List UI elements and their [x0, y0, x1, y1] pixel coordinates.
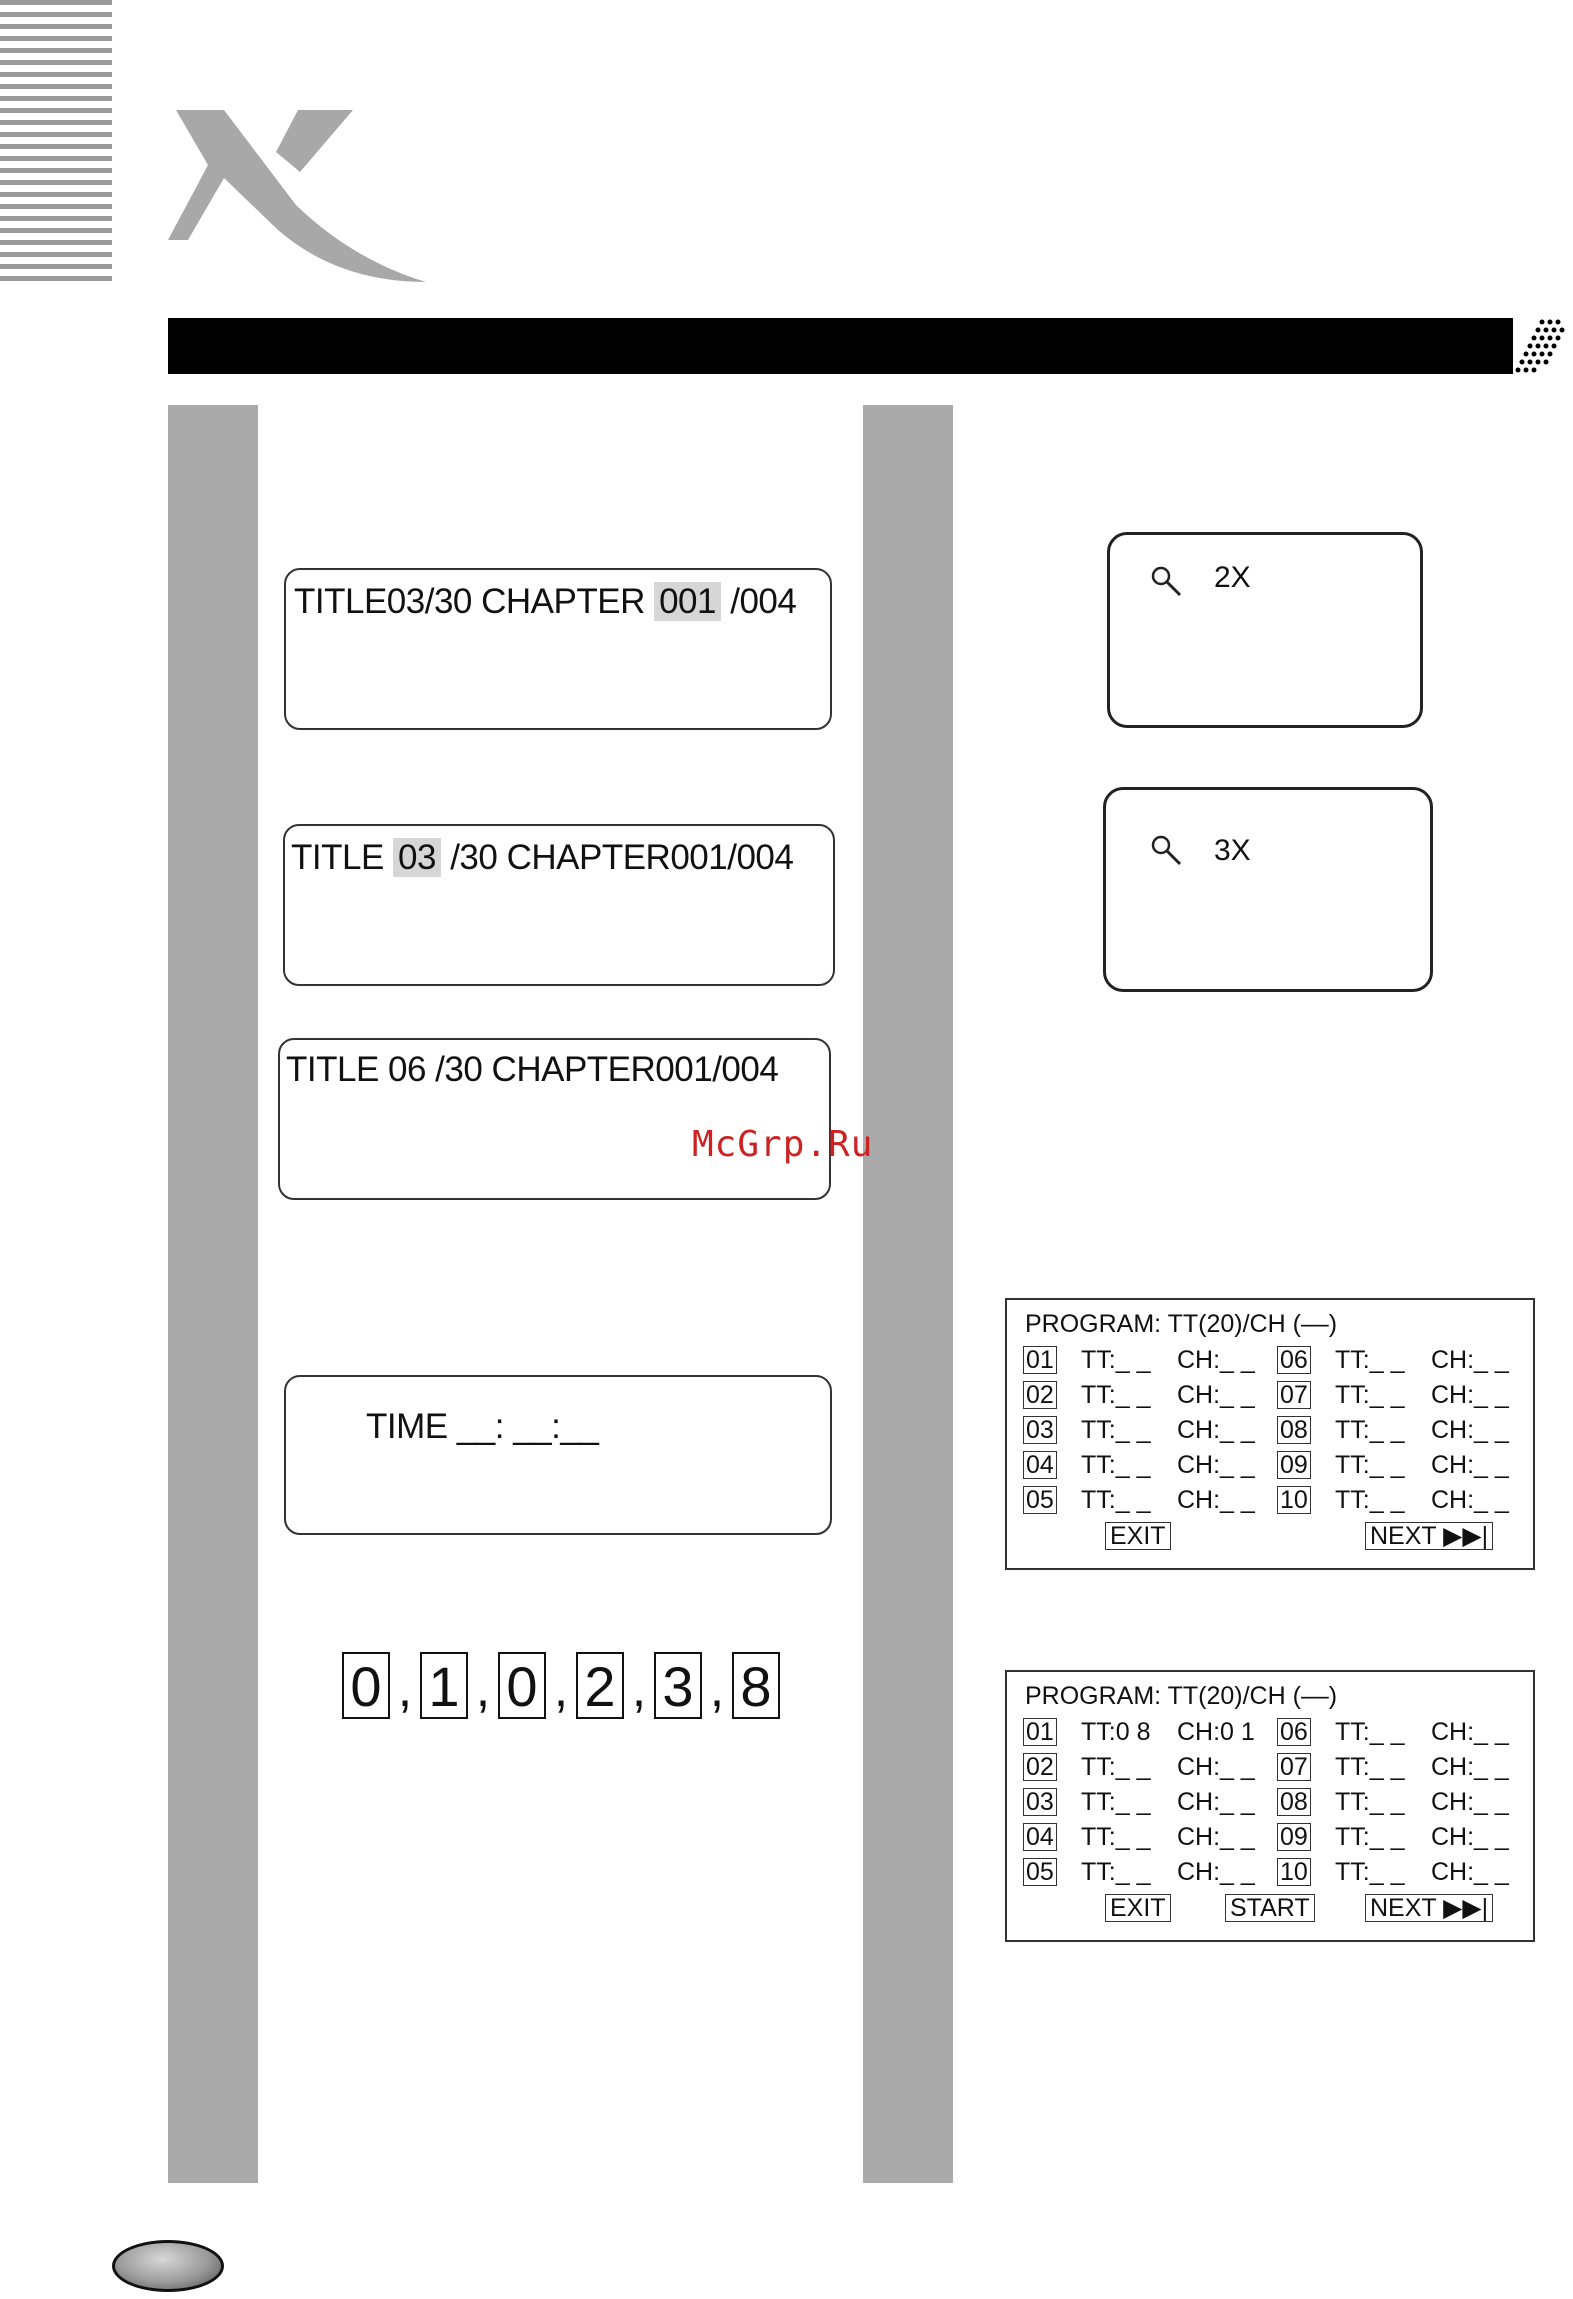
- osd-text: TITLE03/30 CHAPTER: [294, 582, 645, 621]
- page-number-pill-icon: [112, 2240, 224, 2292]
- slot-chapter: CH:_ _: [1431, 1486, 1509, 1514]
- slot-title: TT:_ _: [1335, 1788, 1405, 1816]
- osd-time-text: TIME __: __:__: [366, 1407, 599, 1446]
- slot-title: TT:_ _: [1081, 1753, 1151, 1781]
- zoom-label: 2X: [1214, 561, 1251, 594]
- slot-chapter: CH:_ _: [1431, 1823, 1509, 1851]
- title-result-osd: [278, 1038, 831, 1200]
- slot-number[interactable]: 07: [1277, 1381, 1311, 1409]
- slot-chapter: CH:_ _: [1431, 1788, 1509, 1816]
- slot-chapter: CH:_ _: [1177, 1753, 1255, 1781]
- slot-number[interactable]: 01: [1023, 1718, 1057, 1746]
- program-header: PROGRAM: TT(20)/CH (––): [1025, 1310, 1338, 1338]
- exit-button[interactable]: EXIT: [1105, 1522, 1171, 1550]
- osd-text: /30 CHAPTER001/004: [450, 838, 794, 877]
- slot-chapter: CH:0 1: [1177, 1718, 1255, 1746]
- slot-title: TT:_ _: [1335, 1718, 1405, 1746]
- next-button[interactable]: NEXT ▶▶|: [1365, 1522, 1493, 1550]
- watermark: McGrp.Ru: [692, 1124, 874, 1165]
- slot-number[interactable]: 03: [1023, 1416, 1057, 1444]
- side-stripes: [0, 0, 112, 288]
- slot-title: TT:_ _: [1335, 1416, 1405, 1444]
- slot-number[interactable]: 03: [1023, 1788, 1057, 1816]
- digit-box: 1: [420, 1652, 468, 1719]
- slot-title: TT:_ _: [1081, 1823, 1151, 1851]
- slot-title: TT:_ _: [1081, 1788, 1151, 1816]
- start-button[interactable]: START: [1225, 1894, 1315, 1922]
- x-logo-icon: [168, 110, 433, 285]
- slot-title: TT:_ _: [1335, 1451, 1405, 1479]
- program-header: PROGRAM: TT(20)/CH (––): [1025, 1682, 1338, 1710]
- slot-chapter: CH:_ _: [1177, 1858, 1255, 1886]
- magnifier-icon: [1150, 834, 1184, 868]
- slot-number[interactable]: 05: [1023, 1858, 1057, 1886]
- digit-box: 8: [732, 1652, 780, 1719]
- slot-chapter: CH:_ _: [1177, 1451, 1255, 1479]
- slot-title: TT:_ _: [1081, 1858, 1151, 1886]
- slot-number[interactable]: 04: [1023, 1451, 1057, 1479]
- osd-text: /004: [730, 582, 797, 621]
- slot-title: TT:_ _: [1081, 1346, 1151, 1374]
- slot-number[interactable]: 06: [1277, 1346, 1311, 1374]
- slot-title: TT:_ _: [1335, 1753, 1405, 1781]
- dot-pattern-icon: [1508, 318, 1568, 374]
- slot-title: TT:_ _: [1335, 1823, 1405, 1851]
- slot-number[interactable]: 04: [1023, 1823, 1057, 1851]
- slot-chapter: CH:_ _: [1431, 1753, 1509, 1781]
- magnifier-icon: [1150, 565, 1184, 599]
- osd-highlight-value: 001: [654, 582, 721, 621]
- osd-text: TITLE: [291, 838, 384, 877]
- digit-box: 0: [498, 1652, 546, 1719]
- next-button[interactable]: NEXT ▶▶|: [1365, 1894, 1493, 1922]
- title-search-osd: [283, 824, 835, 986]
- slot-chapter: CH:_ _: [1431, 1718, 1509, 1746]
- middle-gray-column: [863, 405, 953, 2183]
- slot-chapter: CH:_ _: [1177, 1486, 1255, 1514]
- osd-text: TITLE 06 /30 CHAPTER001/004: [286, 1050, 779, 1089]
- slot-chapter: CH:_ _: [1177, 1788, 1255, 1816]
- slot-number[interactable]: 08: [1277, 1788, 1311, 1816]
- slot-number[interactable]: 10: [1277, 1486, 1311, 1514]
- slot-chapter: CH:_ _: [1431, 1451, 1509, 1479]
- slot-chapter: CH:_ _: [1431, 1416, 1509, 1444]
- slot-title: TT:_ _: [1335, 1381, 1405, 1409]
- slot-number[interactable]: 07: [1277, 1753, 1311, 1781]
- slot-title: TT:0 8: [1081, 1718, 1151, 1746]
- digit-sequence: [342, 1652, 780, 1719]
- zoom-label: 3X: [1214, 834, 1251, 867]
- exit-button[interactable]: EXIT: [1105, 1894, 1171, 1922]
- slot-title: TT:_ _: [1335, 1346, 1405, 1374]
- slot-number[interactable]: 09: [1277, 1451, 1311, 1479]
- header-bar: [168, 318, 1513, 374]
- slot-title: TT:_ _: [1081, 1486, 1151, 1514]
- slot-chapter: CH:_ _: [1177, 1381, 1255, 1409]
- digit-comma: ,: [553, 1660, 569, 1718]
- slot-number[interactable]: 08: [1277, 1416, 1311, 1444]
- digit-comma: ,: [475, 1660, 491, 1718]
- digit-comma: ,: [709, 1660, 725, 1718]
- slot-number[interactable]: 06: [1277, 1718, 1311, 1746]
- slot-chapter: CH:_ _: [1177, 1416, 1255, 1444]
- slot-number[interactable]: 09: [1277, 1823, 1311, 1851]
- osd-highlight-value: 03: [393, 838, 441, 877]
- slot-chapter: CH:_ _: [1177, 1346, 1255, 1374]
- slot-number[interactable]: 05: [1023, 1486, 1057, 1514]
- left-gray-column: [168, 405, 258, 2183]
- digit-comma: ,: [397, 1660, 413, 1718]
- zoom-3x-screen: [1103, 787, 1433, 992]
- digit-box: 2: [576, 1652, 624, 1719]
- slot-chapter: CH:_ _: [1431, 1858, 1509, 1886]
- slot-title: TT:_ _: [1335, 1858, 1405, 1886]
- slot-number[interactable]: 10: [1277, 1858, 1311, 1886]
- slot-title: TT:_ _: [1081, 1381, 1151, 1409]
- time-search-osd: [284, 1375, 832, 1535]
- chapter-search-osd: [284, 568, 832, 730]
- program-screen-filled: [1005, 1670, 1535, 1942]
- slot-title: TT:_ _: [1335, 1486, 1405, 1514]
- program-screen-empty: [1005, 1298, 1535, 1570]
- zoom-2x-screen: [1107, 532, 1423, 728]
- slot-title: TT:_ _: [1081, 1451, 1151, 1479]
- slot-number[interactable]: 02: [1023, 1381, 1057, 1409]
- slot-number[interactable]: 01: [1023, 1346, 1057, 1374]
- digit-comma: ,: [631, 1660, 647, 1718]
- digit-box: 3: [654, 1652, 702, 1719]
- slot-number[interactable]: 02: [1023, 1753, 1057, 1781]
- digit-box: 0: [342, 1652, 390, 1719]
- slot-title: TT:_ _: [1081, 1416, 1151, 1444]
- slot-chapter: CH:_ _: [1431, 1346, 1509, 1374]
- slot-chapter: CH:_ _: [1431, 1381, 1509, 1409]
- slot-chapter: CH:_ _: [1177, 1823, 1255, 1851]
